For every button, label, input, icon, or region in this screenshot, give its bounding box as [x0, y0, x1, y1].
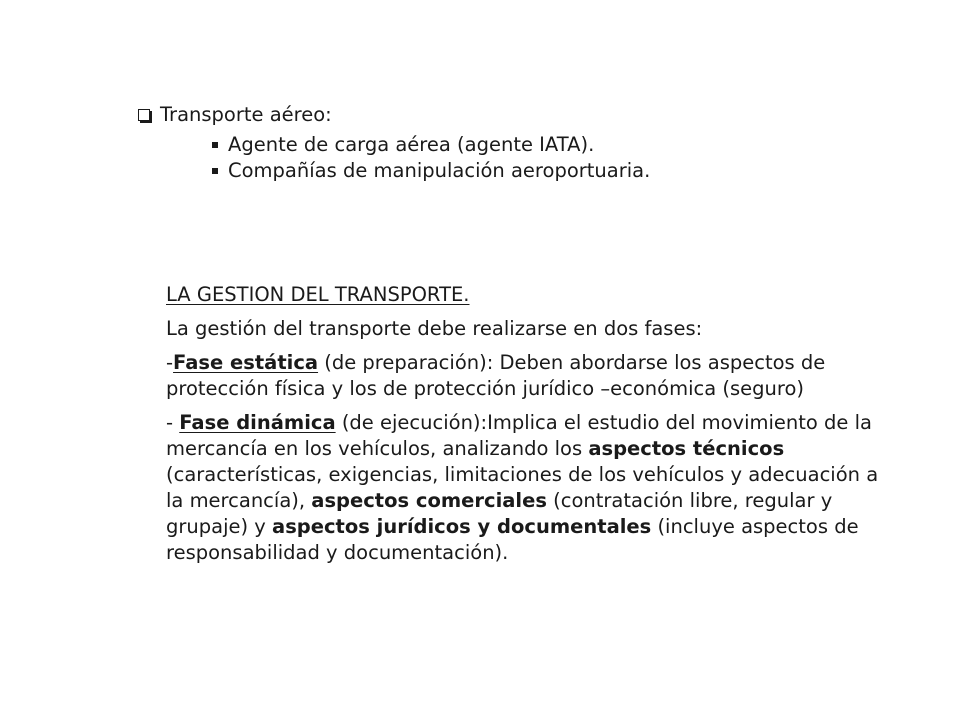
gestion-title: LA GESTION DEL TRANSPORTE.	[166, 283, 470, 306]
fase-dinamica-paragraph	[166, 410, 901, 566]
transport-aereo-heading-row	[138, 100, 838, 130]
list-item-text: Compañías de manipulación aeroportuaria.	[228, 159, 651, 182]
checkbox-bullet-icon	[138, 109, 150, 121]
fase-estatica-paragraph	[166, 350, 901, 402]
square-bullet-icon	[212, 142, 218, 148]
transport-aereo-section	[138, 100, 838, 184]
aspectos-comerciales: aspectos comerciales	[311, 489, 547, 512]
fase-dinamica-text-4: (incluye aspectos de responsabilidad y documentación).	[166, 515, 859, 564]
fase-estatica-term: Fase estática	[173, 351, 319, 374]
fase-dinamica-text-2: (características, exigencias, limitaciones de los vehículos y adecuación a la mercancía),	[166, 463, 879, 512]
fase-dinamica-term: Fase dinámica	[179, 411, 336, 434]
fase-dinamica-text-3: (contratación libre, regular y grupaje) y	[166, 489, 833, 538]
transport-aereo-list	[210, 132, 838, 184]
fase-dinamica-prefix: -	[166, 411, 180, 434]
aspectos-juridicos: aspectos jurídicos y documentales	[272, 515, 652, 538]
gestion-intro: La gestión del transporte debe realizarse en dos fases:	[166, 317, 703, 340]
gestion-section	[166, 282, 901, 574]
fase-estatica-prefix: -	[166, 351, 174, 374]
fase-dinamica-text-1: (de ejecución):Implica el estudio del movimiento de la mercancía en los vehículos, analizando los	[166, 411, 872, 460]
fase-estatica-text: (de preparación): Deben abordarse los aspectos de protección física y los de protección jurídico –económica (seguro)	[166, 351, 826, 400]
aspectos-tecnicos: aspectos técnicos	[588, 437, 785, 460]
list-item-text: Agente de carga aérea (agente IATA).	[228, 133, 595, 156]
square-bullet-icon	[212, 168, 218, 174]
list-item	[210, 132, 838, 158]
list-item	[210, 158, 838, 184]
transport-aereo-heading: Transporte aéreo:	[160, 103, 332, 126]
